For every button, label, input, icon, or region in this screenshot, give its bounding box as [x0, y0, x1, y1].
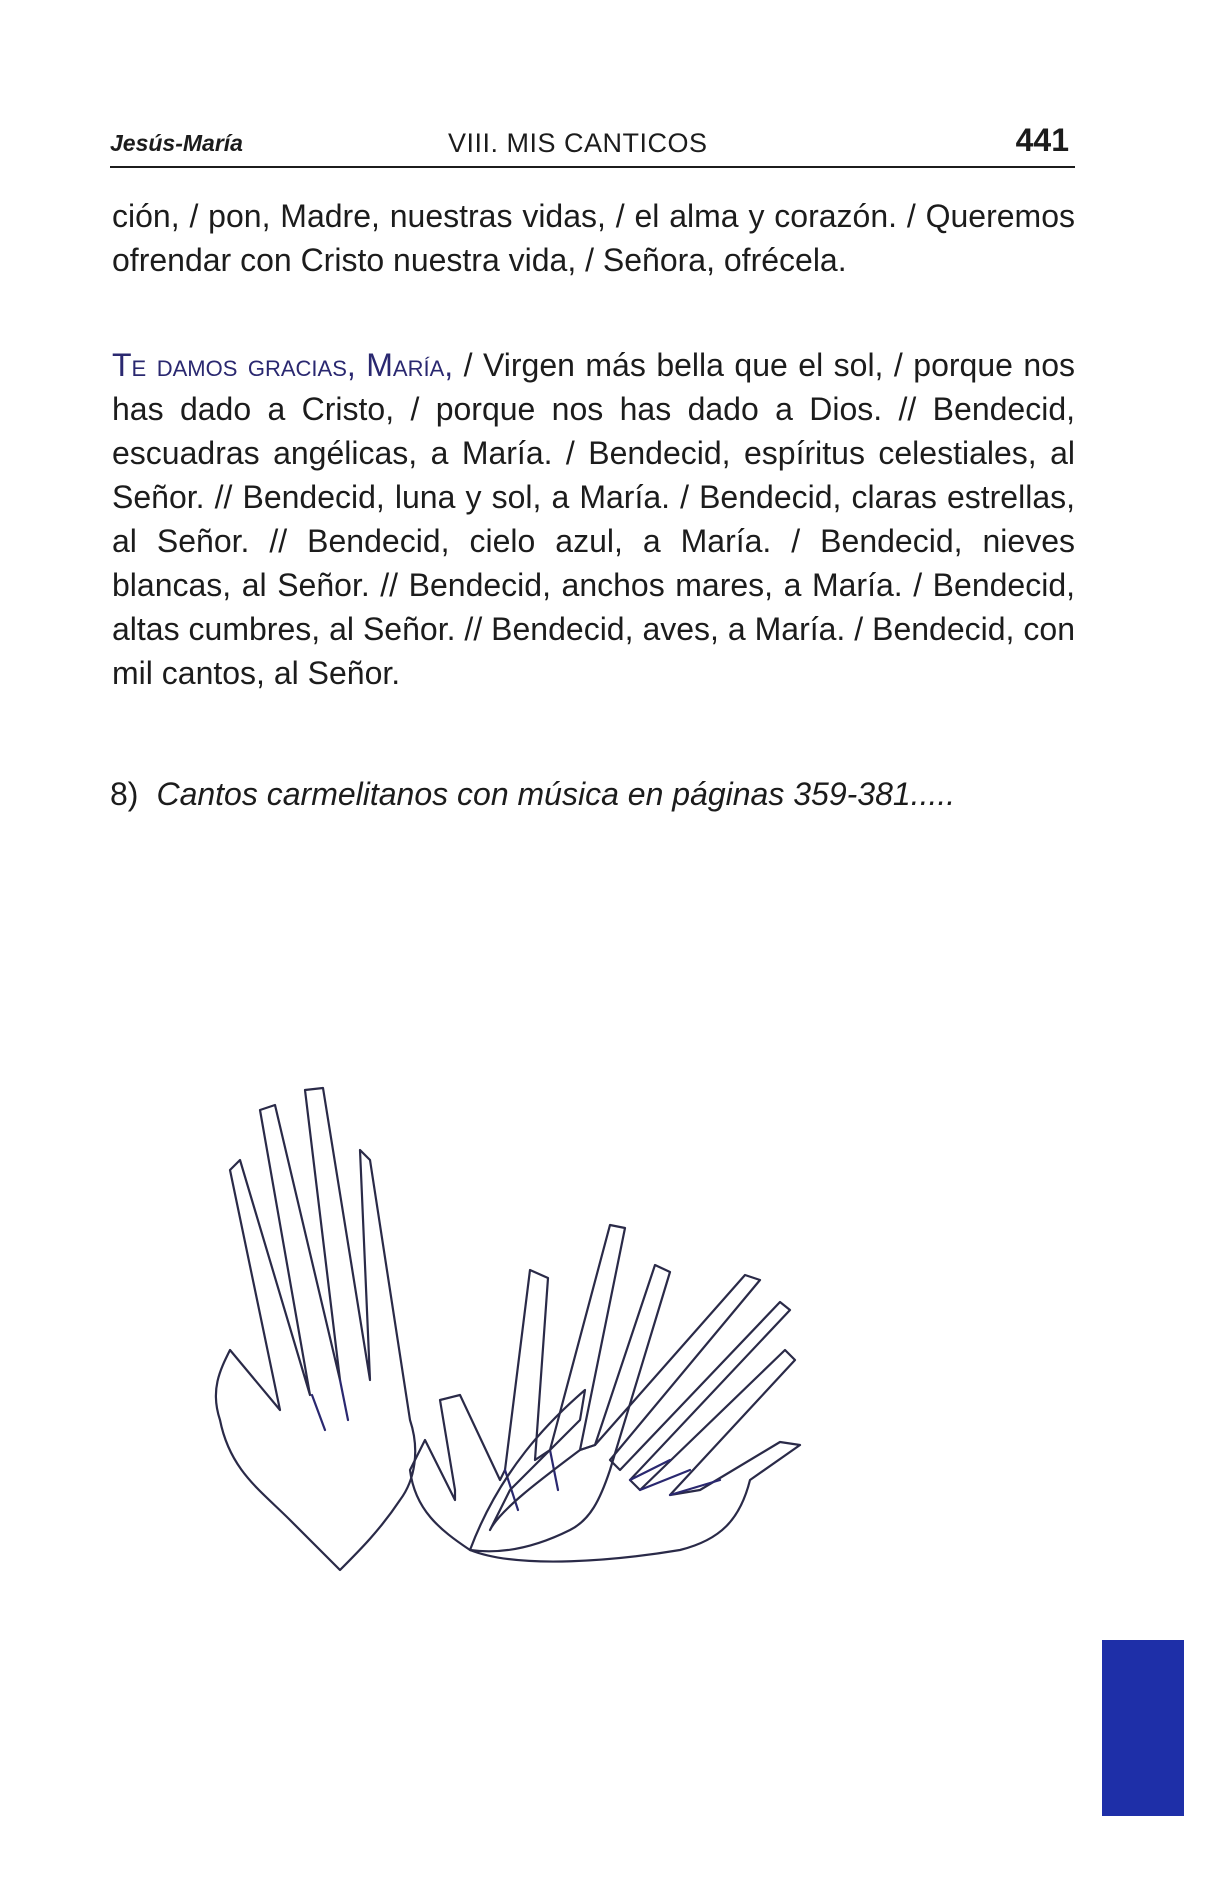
item-note: Cantos carmelitanos con música en páginas 359-381..... [156, 776, 956, 812]
left-hand-crease [312, 1380, 348, 1430]
page-edge-tab [1102, 1640, 1184, 1816]
middle-hand-outline [410, 1225, 670, 1551]
hands-illustration [200, 1050, 990, 1580]
middle-hand-crease [505, 1450, 558, 1510]
header-chapter: VIII. MIS CANTICOS [448, 128, 708, 158]
left-hand-outline [216, 1088, 415, 1570]
running-header [110, 118, 1075, 168]
item-number: 8) [110, 776, 139, 812]
page-number: 441 [1015, 122, 1069, 158]
paragraph-body: / Virgen más bella que el sol, / porque nos has dado a Cristo, / porque nos has dado a Dios. // Bendecid, escuadras angélicas, a María. / Bendecid, espíritus celestiales, al Señor. // Bendecid, luna y sol, a María. / Bendecid, claras estrellas, al Señor. // Bendecid, cielo azul, a María. / Bendecid, nieves blancas, al Señor. // Bendecid, anchos mares, a María. / Bendecid, altas cumbres, al Señor. // Bendecid, aves, a María. / Bendecid, con mil cantos, al Señor. [112, 347, 1076, 691]
paragraph-lead: Te damos gracias, María, [112, 347, 454, 383]
paragraph-continuation: ción, / pon, Madre, nuestras vidas, / el alma y corazón. / Queremos ofrendar con Cristo nuestra vida, / Señora, ofrécela. [112, 198, 1075, 278]
header-author: Jesús-María [110, 130, 243, 156]
right-hand-outline [470, 1275, 800, 1562]
paragraph-te-damos-gracias [112, 343, 1075, 695]
list-item-8 [110, 776, 955, 813]
